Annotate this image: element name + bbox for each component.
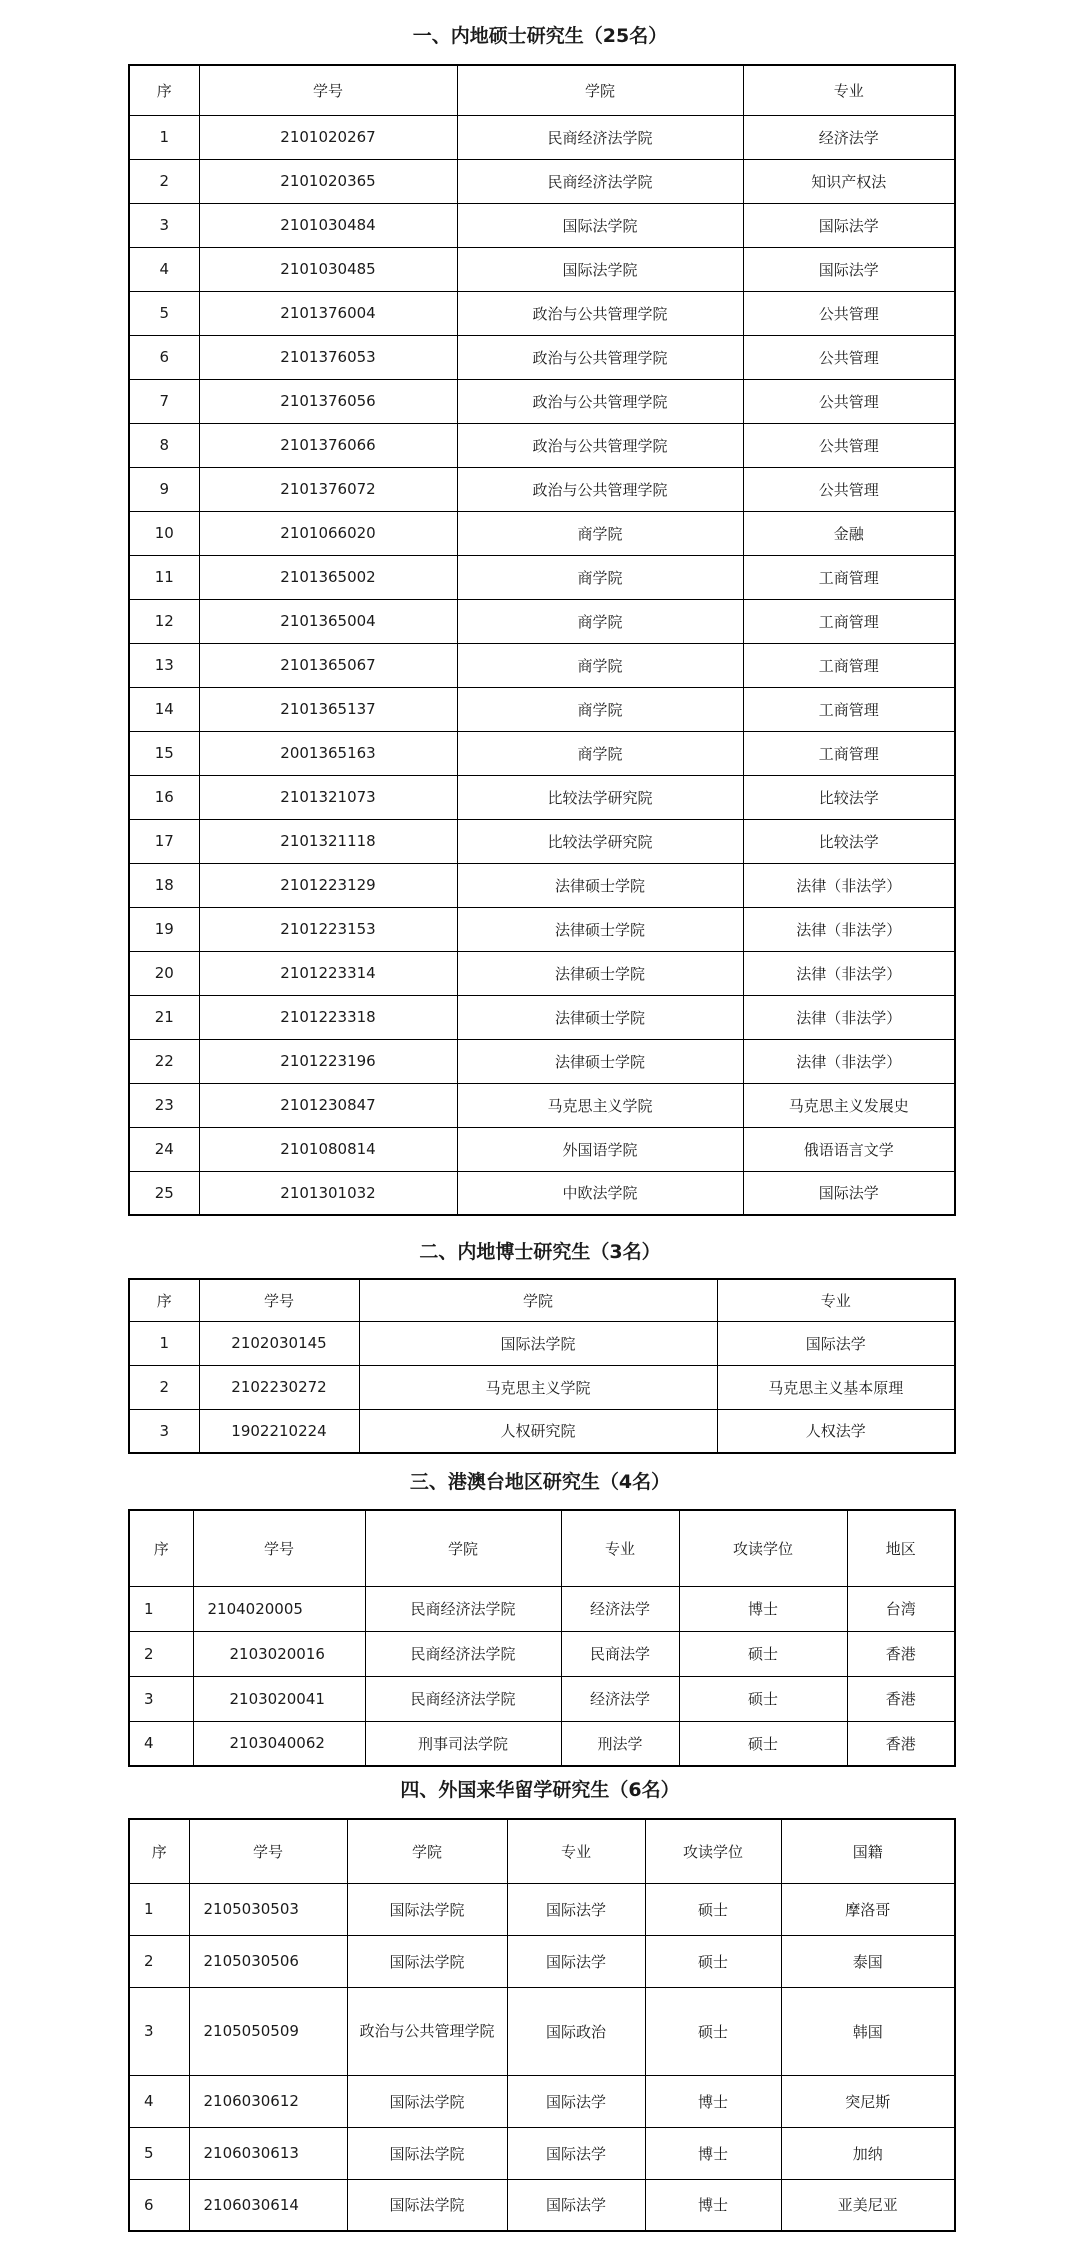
- cell-col-school: 国际法学院: [347, 1883, 507, 1935]
- table-row: [129, 511, 955, 555]
- table-row: [129, 1987, 955, 2075]
- cell-col-major: 金融: [743, 511, 955, 555]
- cell-col-seq: 7: [129, 379, 199, 423]
- table-row: [129, 863, 955, 907]
- table-row: [129, 775, 955, 819]
- cell-col-student-id: 2101365004: [199, 599, 457, 643]
- cell-col-student-id: 2103040062: [193, 1721, 365, 1766]
- cell-col-student-id: 2101223129: [199, 863, 457, 907]
- cell-col-student-id: 2105030506: [189, 1935, 347, 1987]
- cell-col-school: 政治与公共管理学院: [457, 335, 743, 379]
- cell-col-school: 政治与公共管理学院: [457, 379, 743, 423]
- table-row: [129, 907, 955, 951]
- cell-col-school: 商学院: [457, 599, 743, 643]
- table-row: [129, 995, 955, 1039]
- cell-col-student-id: 2101066020: [199, 511, 457, 555]
- cell-col-major: 工商管理: [743, 731, 955, 775]
- cell-col-seq: 5: [129, 2127, 189, 2179]
- header-col-school: 学院: [457, 65, 743, 115]
- cell-col-major: 国际法学: [743, 203, 955, 247]
- cell-col-seq: 2: [129, 1935, 189, 1987]
- cell-col-student-id: 2101020267: [199, 115, 457, 159]
- header-col-seq: 序: [129, 1510, 193, 1586]
- cell-col-seq: 1: [129, 115, 199, 159]
- cell-col-school: 国际法学院: [457, 203, 743, 247]
- cell-col-major: 马克思主义发展史: [743, 1083, 955, 1127]
- table-row: [129, 1586, 955, 1631]
- table-header-row: [129, 1819, 955, 1883]
- cell-col-seq: 2: [129, 1631, 193, 1676]
- cell-col-major: 国际法学: [743, 247, 955, 291]
- cell-col-major: 法律（非法学）: [743, 907, 955, 951]
- cell-col-school: 民商经济法学院: [457, 115, 743, 159]
- header-col-seq: 序: [129, 1819, 189, 1883]
- cell-col-major: 国际法学: [507, 2075, 645, 2127]
- cell-col-school: 政治与公共管理学院: [347, 1987, 507, 2075]
- table-row: [129, 819, 955, 863]
- cell-col-school: 国际法学院: [347, 2075, 507, 2127]
- cell-col-region: 香港: [847, 1631, 955, 1676]
- cell-col-nationality: 韩国: [781, 1987, 955, 2075]
- header-col-student-id: 学号: [193, 1510, 365, 1586]
- cell-col-seq: 3: [129, 1676, 193, 1721]
- cell-col-student-id: 2101080814: [199, 1127, 457, 1171]
- cell-col-seq: 8: [129, 423, 199, 467]
- header-col-student-id: 学号: [189, 1819, 347, 1883]
- section-title-3: 三、港澳台地区研究生（4名）: [409, 1471, 671, 1493]
- cell-col-degree: 硕士: [679, 1631, 847, 1676]
- cell-col-major: 国际法学: [507, 2127, 645, 2179]
- cell-col-student-id: 2104020005: [193, 1586, 365, 1631]
- cell-col-seq: 6: [129, 335, 199, 379]
- section-title-4: 四、外国来华留学研究生（6名）: [400, 1779, 680, 1801]
- cell-col-school: 外国语学院: [457, 1127, 743, 1171]
- cell-col-major: 工商管理: [743, 555, 955, 599]
- cell-col-school: 国际法学院: [347, 1935, 507, 1987]
- table-row: [129, 2179, 955, 2231]
- cell-col-seq: 11: [129, 555, 199, 599]
- cell-col-major: 公共管理: [743, 379, 955, 423]
- cell-col-school: 国际法学院: [347, 2179, 507, 2231]
- cell-col-seq: 15: [129, 731, 199, 775]
- cell-col-degree: 硕士: [679, 1676, 847, 1721]
- cell-col-student-id: 2101230847: [199, 1083, 457, 1127]
- cell-col-seq: 1: [129, 1883, 189, 1935]
- cell-col-major: 国际法学: [507, 2179, 645, 2231]
- cell-col-major: 俄语语言文学: [743, 1127, 955, 1171]
- cell-col-student-id: 2101365002: [199, 555, 457, 599]
- header-col-school: 学院: [359, 1279, 717, 1321]
- cell-col-degree: 博士: [645, 2075, 781, 2127]
- cell-col-school: 民商经济法学院: [365, 1676, 561, 1721]
- cell-col-seq: 20: [129, 951, 199, 995]
- cell-col-school: 法律硕士学院: [457, 863, 743, 907]
- table-row: [129, 951, 955, 995]
- cell-col-student-id: 2001365163: [199, 731, 457, 775]
- cell-col-seq: 4: [129, 1721, 193, 1766]
- cell-col-major: 工商管理: [743, 643, 955, 687]
- cell-col-major: 比较法学: [743, 819, 955, 863]
- cell-col-seq: 22: [129, 1039, 199, 1083]
- cell-col-school: 国际法学院: [359, 1321, 717, 1365]
- header-col-school: 学院: [347, 1819, 507, 1883]
- cell-col-seq: 16: [129, 775, 199, 819]
- cell-col-major: 法律（非法学）: [743, 951, 955, 995]
- cell-col-major: 国际法学: [717, 1321, 955, 1365]
- table-row: [129, 1935, 955, 1987]
- table-row: [129, 1321, 955, 1365]
- section-title-1: 一、内地硕士研究生（25名）: [412, 25, 668, 47]
- header-col-region: 地区: [847, 1510, 955, 1586]
- cell-col-student-id: 2106030614: [189, 2179, 347, 2231]
- table-row: [129, 599, 955, 643]
- cell-col-major: 工商管理: [743, 687, 955, 731]
- cell-col-student-id: 2101223314: [199, 951, 457, 995]
- cell-col-school: 政治与公共管理学院: [457, 423, 743, 467]
- cell-col-nationality: 突尼斯: [781, 2075, 955, 2127]
- table-row: [129, 1365, 955, 1409]
- cell-col-major: 经济法学: [561, 1586, 679, 1631]
- header-col-major: 专业: [717, 1279, 955, 1321]
- table-row: [129, 1039, 955, 1083]
- cell-col-nationality: 泰国: [781, 1935, 955, 1987]
- cell-col-student-id: 1902210224: [199, 1409, 359, 1453]
- table-row: [129, 1631, 955, 1676]
- table-row: [129, 1127, 955, 1171]
- cell-col-student-id: 2101365067: [199, 643, 457, 687]
- table-row: [129, 335, 955, 379]
- cell-col-school: 刑事司法学院: [365, 1721, 561, 1766]
- table-row: [129, 379, 955, 423]
- cell-col-school: 商学院: [457, 555, 743, 599]
- cell-col-seq: 23: [129, 1083, 199, 1127]
- header-col-major: 专业: [507, 1819, 645, 1883]
- cell-col-major: 民商法学: [561, 1631, 679, 1676]
- cell-col-seq: 10: [129, 511, 199, 555]
- cell-col-school: 商学院: [457, 687, 743, 731]
- table-row: [129, 115, 955, 159]
- header-col-seq: 序: [129, 1279, 199, 1321]
- table-row: [129, 1409, 955, 1453]
- cell-col-school: 中欧法学院: [457, 1171, 743, 1215]
- cell-col-school: 政治与公共管理学院: [457, 467, 743, 511]
- cell-col-major: 国际政治: [507, 1987, 645, 2075]
- table-row: [129, 1171, 955, 1215]
- cell-col-student-id: 2101030485: [199, 247, 457, 291]
- table-row: [129, 687, 955, 731]
- cell-col-major: 公共管理: [743, 423, 955, 467]
- cell-col-major: 公共管理: [743, 291, 955, 335]
- cell-col-region: 台湾: [847, 1586, 955, 1631]
- cell-col-degree: 博士: [645, 2127, 781, 2179]
- cell-col-seq: 17: [129, 819, 199, 863]
- cell-col-seq: 14: [129, 687, 199, 731]
- cell-col-school: 商学院: [457, 731, 743, 775]
- cell-col-major: 国际法学: [507, 1883, 645, 1935]
- header-col-student-id: 学号: [199, 65, 457, 115]
- cell-col-degree: 硕士: [645, 1987, 781, 2075]
- header-col-major: 专业: [561, 1510, 679, 1586]
- cell-col-seq: 2: [129, 1365, 199, 1409]
- cell-col-student-id: 2102230272: [199, 1365, 359, 1409]
- cell-col-nationality: 亚美尼亚: [781, 2179, 955, 2231]
- cell-col-seq: 25: [129, 1171, 199, 1215]
- cell-col-region: 香港: [847, 1721, 955, 1766]
- table-mainland-masters: [128, 64, 956, 1216]
- table-row: [129, 423, 955, 467]
- cell-col-school: 国际法学院: [457, 247, 743, 291]
- table-row: [129, 555, 955, 599]
- cell-col-seq: 9: [129, 467, 199, 511]
- cell-col-student-id: 2101030484: [199, 203, 457, 247]
- cell-col-major: 工商管理: [743, 599, 955, 643]
- table-row: [129, 2127, 955, 2179]
- cell-col-seq: 5: [129, 291, 199, 335]
- cell-col-school: 民商经济法学院: [457, 159, 743, 203]
- table-row: [129, 2075, 955, 2127]
- cell-col-degree: 博士: [679, 1586, 847, 1631]
- cell-col-student-id: 2101365137: [199, 687, 457, 731]
- table-hmt-students: [128, 1509, 956, 1767]
- cell-col-major: 法律（非法学）: [743, 863, 955, 907]
- table-row: [129, 159, 955, 203]
- cell-col-school: 国际法学院: [347, 2127, 507, 2179]
- table-row: [129, 643, 955, 687]
- cell-col-student-id: 2101376004: [199, 291, 457, 335]
- cell-col-student-id: 2103020041: [193, 1676, 365, 1721]
- cell-col-school: 民商经济法学院: [365, 1631, 561, 1676]
- cell-col-student-id: 2103020016: [193, 1631, 365, 1676]
- cell-col-major: 人权法学: [717, 1409, 955, 1453]
- table-header-row: [129, 65, 955, 115]
- cell-col-major: 公共管理: [743, 467, 955, 511]
- cell-col-nationality: 摩洛哥: [781, 1883, 955, 1935]
- cell-col-major: 国际法学: [507, 1935, 645, 1987]
- cell-col-degree: 硕士: [679, 1721, 847, 1766]
- cell-col-student-id: 2101301032: [199, 1171, 457, 1215]
- header-col-seq: 序: [129, 65, 199, 115]
- cell-col-major: 公共管理: [743, 335, 955, 379]
- cell-col-major: 国际法学: [743, 1171, 955, 1215]
- cell-col-seq: 12: [129, 599, 199, 643]
- cell-col-school: 法律硕士学院: [457, 907, 743, 951]
- table-row: [129, 291, 955, 335]
- header-col-school: 学院: [365, 1510, 561, 1586]
- cell-col-seq: 4: [129, 2075, 189, 2127]
- cell-col-school: 法律硕士学院: [457, 951, 743, 995]
- cell-col-student-id: 2101376056: [199, 379, 457, 423]
- cell-col-seq: 3: [129, 1987, 189, 2075]
- cell-col-major: 经济法学: [743, 115, 955, 159]
- cell-col-student-id: 2101321073: [199, 775, 457, 819]
- cell-col-major: 刑法学: [561, 1721, 679, 1766]
- cell-col-seq: 19: [129, 907, 199, 951]
- cell-col-region: 香港: [847, 1676, 955, 1721]
- cell-col-student-id: 2105030503: [189, 1883, 347, 1935]
- table-row: [129, 1721, 955, 1766]
- cell-col-degree: 硕士: [645, 1883, 781, 1935]
- table-row: [129, 467, 955, 511]
- cell-col-school: 商学院: [457, 643, 743, 687]
- cell-col-student-id: 2101376072: [199, 467, 457, 511]
- cell-col-major: 法律（非法学）: [743, 995, 955, 1039]
- cell-col-seq: 13: [129, 643, 199, 687]
- cell-col-seq: 24: [129, 1127, 199, 1171]
- cell-col-major: 知识产权法: [743, 159, 955, 203]
- cell-col-student-id: 2101223153: [199, 907, 457, 951]
- cell-col-seq: 21: [129, 995, 199, 1039]
- cell-col-major: 经济法学: [561, 1676, 679, 1721]
- cell-col-school: 马克思主义学院: [359, 1365, 717, 1409]
- table-row: [129, 247, 955, 291]
- cell-col-school: 比较法学研究院: [457, 775, 743, 819]
- header-col-degree: 攻读学位: [679, 1510, 847, 1586]
- cell-col-student-id: 2106030613: [189, 2127, 347, 2179]
- table-international-students: [128, 1818, 956, 2232]
- cell-col-student-id: 2106030612: [189, 2075, 347, 2127]
- cell-col-student-id: 2101376066: [199, 423, 457, 467]
- cell-col-degree: 博士: [645, 2179, 781, 2231]
- cell-col-school: 政治与公共管理学院: [457, 291, 743, 335]
- cell-col-student-id: 2105050509: [189, 1987, 347, 2075]
- header-col-degree: 攻读学位: [645, 1819, 781, 1883]
- table-row: [129, 1083, 955, 1127]
- header-col-student-id: 学号: [199, 1279, 359, 1321]
- table-row: [129, 1676, 955, 1721]
- cell-col-school: 民商经济法学院: [365, 1586, 561, 1631]
- cell-col-student-id: 2101020365: [199, 159, 457, 203]
- cell-col-seq: 18: [129, 863, 199, 907]
- cell-col-student-id: 2101376053: [199, 335, 457, 379]
- table-header-row: [129, 1510, 955, 1586]
- table-header-row: [129, 1279, 955, 1321]
- cell-col-major: 比较法学: [743, 775, 955, 819]
- cell-col-seq: 6: [129, 2179, 189, 2231]
- section-title-2: 二、内地博士研究生（3名）: [419, 1241, 661, 1263]
- cell-col-student-id: 2102030145: [199, 1321, 359, 1365]
- cell-col-seq: 1: [129, 1321, 199, 1365]
- cell-col-school: 商学院: [457, 511, 743, 555]
- cell-col-seq: 1: [129, 1586, 193, 1631]
- cell-col-nationality: 加纳: [781, 2127, 955, 2179]
- table-mainland-doctoral: [128, 1278, 956, 1454]
- cell-col-school: 比较法学研究院: [457, 819, 743, 863]
- header-col-nationality: 国籍: [781, 1819, 955, 1883]
- cell-col-student-id: 2101223196: [199, 1039, 457, 1083]
- cell-col-seq: 2: [129, 159, 199, 203]
- cell-col-school: 法律硕士学院: [457, 1039, 743, 1083]
- cell-col-school: 法律硕士学院: [457, 995, 743, 1039]
- table-row: [129, 203, 955, 247]
- cell-col-school: 人权研究院: [359, 1409, 717, 1453]
- cell-col-major: 马克思主义基本原理: [717, 1365, 955, 1409]
- cell-col-degree: 硕士: [645, 1935, 781, 1987]
- header-col-major: 专业: [743, 65, 955, 115]
- cell-col-seq: 3: [129, 203, 199, 247]
- cell-col-major: 法律（非法学）: [743, 1039, 955, 1083]
- table-row: [129, 1883, 955, 1935]
- cell-col-student-id: 2101321118: [199, 819, 457, 863]
- cell-col-seq: 4: [129, 247, 199, 291]
- cell-col-student-id: 2101223318: [199, 995, 457, 1039]
- cell-col-seq: 3: [129, 1409, 199, 1453]
- cell-col-school: 马克思主义学院: [457, 1083, 743, 1127]
- table-row: [129, 731, 955, 775]
